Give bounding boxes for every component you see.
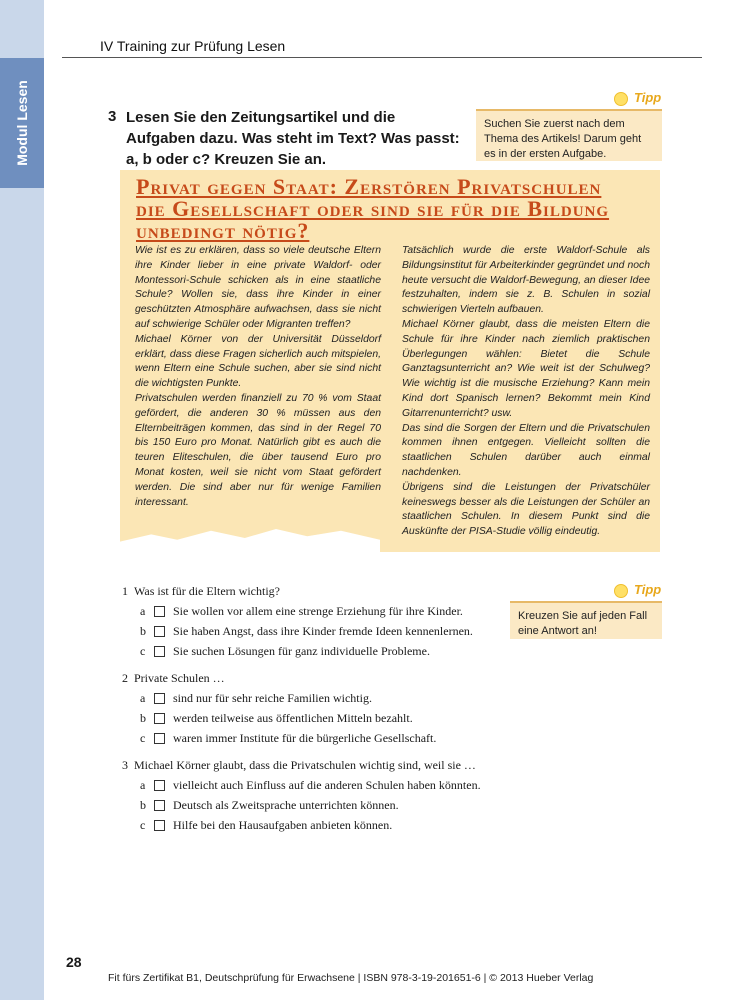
option-letter: a [140,604,146,618]
option-letter: a [140,778,146,792]
section-header: IV Training zur Prüfung Lesen [100,38,286,54]
answer-checkbox[interactable] [154,820,165,831]
tipp-text: Suchen Sie zuerst nach dem Thema des Artikels! Darum geht es in der ersten Aufgabe. [484,118,642,160]
lightbulb-icon [614,584,628,598]
article-paragraph: Das sind die Sorgen der Eltern und die Privatschulen kommen ihnen entgegen. Vielleicht sollten die staatlichen Schulen darüber auch einmal nachdenken. [402,422,650,478]
option-text: Deutsch als Zweitsprache unterrichten können. [173,798,399,812]
option-letter: b [140,798,146,812]
answer-option[interactable] [140,778,481,793]
answer-checkbox[interactable] [154,713,165,724]
option-letter: c [140,818,146,832]
question [122,584,473,659]
answer-checkbox[interactable] [154,800,165,811]
answer-option[interactable] [140,798,481,813]
article-paragraph: Tatsächlich wurde die erste Waldorf-Schule als Bildungsinstitut für Arbeiterkinder gegründet und noch heute versucht die Waldorf-Bewegung, an dieser Idee festzuhalten, indem sie z. B. Schulen in sozial schwierigen Vierteln aufbauen. [402,245,650,316]
header-divider [62,57,702,58]
question-stem: Michael Körner glaubt, dass die Privatschulen wichtig sind, weil sie … [134,758,476,772]
option-text: Sie suchen Lösungen für ganz individuelle Probleme. [173,644,430,658]
question-number: 1 [122,584,128,598]
option-letter: c [140,644,146,658]
option-text: vielleicht auch Einfluss auf die anderen Schulen haben könnten. [173,778,481,792]
module-tab [0,58,44,188]
option-letter: b [140,711,146,725]
task-number: 3 [108,108,117,125]
answer-checkbox[interactable] [154,693,165,704]
article-left-column [135,244,381,510]
option-letter: c [140,731,146,745]
module-tab-label: Modul Lesen [14,80,30,166]
question [122,758,481,833]
option-text: werden teilweise aus öffentlichen Mitteln bezahlt. [173,711,413,725]
question-stem: Private Schulen … [134,671,225,685]
answer-checkbox[interactable] [154,626,165,637]
option-text: Sie haben Angst, dass ihre Kinder fremde Ideen kennenlernen. [173,624,473,638]
tipp-label: Tipp [634,90,662,105]
article-paragraph: Privatschulen werden finanziell zu 70 % vom Staat gefördert, die anderen 30 % müssen aus den Elternbeiträgen kommen, das sind in der Regel 70 bis 150 Euro pro Monat. Natürlich gibt es auch die teuren Eliteschulen, die über tausend Euro pro Monat kosten, weil sie nicht vom Staat gefördert werden. Die sind aber nur für wenige Familien interessant. [135,392,381,508]
option-text: sind nur für sehr reiche Familien wichtig. [173,691,372,705]
task-instruction: Lesen Sie den Zeitungsartikel und die Aufgaben dazu. Was steht im Text? Was passt: a, b oder c? Kreuzen Sie an. [126,109,460,168]
lightbulb-icon [614,92,628,106]
answer-checkbox[interactable] [154,646,165,657]
footer-text: Fit fürs Zertifikat B1, Deutschprüfung für Erwachsene | ISBN 978-3-19-201651-6 | © 2013 Hueber Verlag [108,972,594,984]
answer-option[interactable] [140,691,436,706]
page-number: 28 [66,954,82,970]
answer-option[interactable] [140,604,473,619]
answer-option[interactable] [140,624,473,639]
question-number: 2 [122,671,128,685]
option-letter: b [140,624,146,638]
tipp-box [476,109,662,161]
question-stem: Was ist für die Eltern wichtig? [134,584,280,598]
answer-option[interactable] [140,644,473,659]
article-paragraph: Wie ist es zu erklären, dass so viele deutsche Eltern ihre Kinder lieber in eine private Waldorf- oder Montessori-Schule schicken als in eine staatliche Schule? Wollen sie, dass ihre Kinder in einer geschützten Atmosphäre aufwachsen, dass sie nicht auf schwierige Schüler oder Migranten treffen? [135,245,381,330]
option-text: Hilfe bei den Hausaufgaben anbieten können. [173,818,393,832]
tipp-text: Kreuzen Sie auf jeden Fall eine Antwort an! [518,610,648,637]
answer-checkbox[interactable] [154,733,165,744]
option-text: Sie wollen vor allem eine strenge Erziehung für ihre Kinder. [173,604,463,618]
tipp-label: Tipp [634,582,662,597]
question [122,671,436,746]
article-title: Privat gegen Staat: Zerstören Privatschulen die Gesellschaft oder sind sie für die Bildung unbedingt nötig? [136,174,610,243]
answer-option[interactable] [140,731,436,746]
answer-option[interactable] [140,711,436,726]
tipp-box [510,601,662,639]
article-paragraph: Übrigens sind die Leistungen der Privatschüler keineswegs besser als die Leistungen der Schüler an staatlichen Schulen. In diesem Punkt sind die Auskünfte der PISA-Studie völlig eindeutig. [402,481,650,538]
option-letter: a [140,691,146,705]
article-paragraph: Michael Körner von der Universität Düsseldorf erklärt, dass diese Fragen sicherlich auch mitspielen, wenn Eltern eine Schule suchen, aber sie sind nicht die wichtigsten Punkte. [135,333,381,390]
answer-option[interactable] [140,818,481,833]
answer-checkbox[interactable] [154,606,165,617]
answer-checkbox[interactable] [154,780,165,791]
article-paragraph: Michael Körner glaubt, dass die meisten Eltern die Schule für ihre Kinder nach ziemlich praktischen Überlegungen wählen: Bietet die Schule Ganztagsunterricht an? Wie weit ist der Schulweg? Wie wichtig ist die musische Erziehung? Kann mein Kind dort Spanisch lernen? Bekommt mein Kind Gitarrenunterricht? usw. [402,318,650,419]
option-text: waren immer Institute für die bürgerliche Gesellschaft. [173,731,437,745]
article-right-column [402,244,650,540]
question-number: 3 [122,758,128,772]
